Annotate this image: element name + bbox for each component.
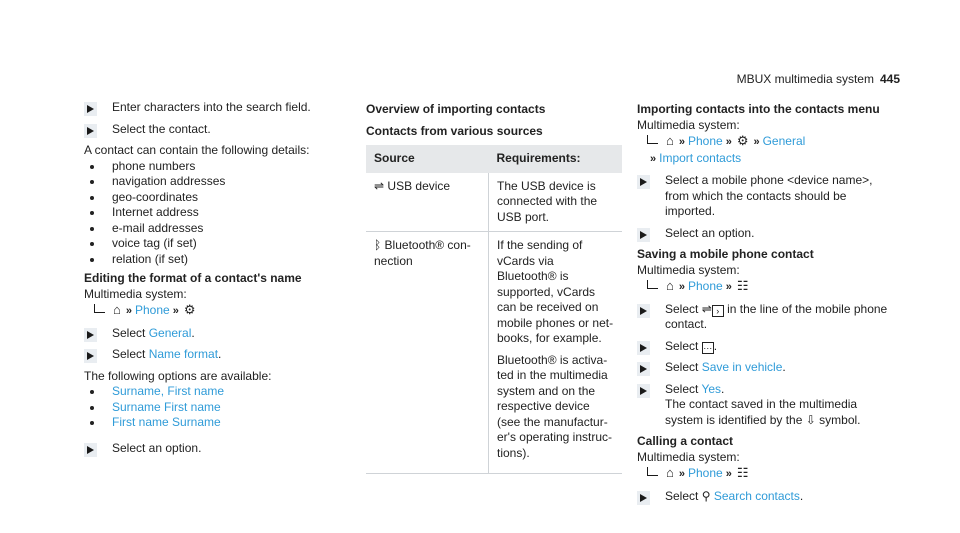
step-select-mobile-phone: Select a mobile phone <device name>, from which the contacts should be imported.: [637, 173, 897, 220]
path-phone-link[interactable]: Phone: [687, 134, 723, 148]
step-arrow-icon: [84, 443, 97, 457]
step-arrow-icon: [84, 328, 97, 342]
details-intro: A contact can contain the following details:: [84, 143, 310, 157]
chevron-double-icon: »: [172, 305, 179, 317]
step-save-in-vehicle: Select Save in vehicle.: [637, 360, 897, 376]
column-right: [637, 100, 897, 510]
step-select-option: Select an option.: [637, 226, 897, 242]
step-arrow-icon: [637, 491, 650, 505]
step-enter-characters: Enter characters into the search field.: [84, 100, 334, 116]
contacts-icon: ☷: [736, 278, 749, 293]
contacts-icon: ☷: [736, 465, 749, 480]
chevron-double-icon: »: [678, 281, 685, 293]
general-link[interactable]: General: [148, 325, 192, 340]
step-arrow-icon: [84, 102, 97, 116]
step-arrow-icon: [84, 349, 97, 363]
list-item: e-mail addresses: [84, 221, 334, 237]
bluetooth-icon: ᛒ: [374, 238, 382, 252]
home-icon: ⌂: [113, 302, 121, 317]
list-item: phone numbers: [84, 159, 334, 175]
step-arrow-icon: [637, 384, 650, 398]
vehicle-contact-icon: ⇩: [805, 412, 816, 427]
column-middle: [366, 100, 626, 474]
step-arrow-icon: [637, 362, 650, 376]
multimedia-label: Multimedia system:: [637, 262, 740, 277]
chevron-double-icon: »: [678, 136, 685, 148]
multimedia-label: Multimedia system:: [637, 449, 740, 464]
gear-icon: ⚙: [183, 302, 196, 317]
sources-table: [366, 145, 622, 474]
chevron-double-icon: »: [725, 468, 732, 480]
page-number: 445: [879, 72, 900, 86]
table-row: ᛒ Bluetooth® con-nection If the sending of vCards via Bluetooth® is supported, vCards can be received on mobile phones or net-books, for example. Bluetooth® is activa-ted in the multimedia system and on the respective device (see the manufactur-er's operating instruc-tions).: [366, 232, 622, 474]
chevron-double-icon: »: [650, 152, 657, 165]
step-arrow-icon: [84, 124, 97, 138]
home-icon: ⌂: [666, 465, 674, 480]
path-phone-link[interactable]: Phone: [134, 303, 170, 317]
chevron-double-icon: »: [725, 136, 732, 148]
step-select-yes: Select Yes. The contact saved in the multimedia system is identified by the ⇩ symbol.: [637, 382, 897, 429]
option-surname-comma-first[interactable]: Surname, First name: [84, 384, 334, 400]
chevron-double-icon: »: [125, 305, 132, 317]
step-select-contact: Select the contact.: [84, 122, 334, 138]
options-list: [84, 384, 334, 431]
multimedia-label: Multimedia system:: [637, 117, 740, 132]
option-surname-first[interactable]: Surname First name: [84, 400, 334, 416]
column-header-source: Source: [366, 145, 489, 173]
step-select-more: Select ⋯ .: [637, 339, 897, 355]
subheading-sources: Contacts from various sources: [366, 123, 543, 138]
table-header-row: [366, 145, 622, 173]
step-arrow-icon: [637, 304, 650, 318]
name-format-link[interactable]: Name format: [148, 347, 219, 361]
save-in-vehicle-link[interactable]: Save in vehicle: [701, 360, 783, 374]
step-arrow-icon: [637, 341, 650, 355]
usb-icon: ⇌: [374, 178, 385, 193]
menu-path: [637, 133, 897, 151]
usb-icon: ⇌: [701, 301, 712, 316]
menu-path-continued: [637, 151, 897, 168]
path-hook-icon: [647, 467, 658, 476]
path-hook-icon: [647, 135, 658, 144]
chevron-double-icon: »: [725, 281, 732, 293]
step-select-arrow: Select ⇌ › in the line of the mobile phone contact.: [637, 302, 897, 333]
home-icon: ⌂: [666, 278, 674, 293]
path-hook-icon: [94, 304, 105, 313]
chevron-double-icon: »: [753, 136, 760, 148]
column-header-requirements: Requirements:: [489, 145, 623, 173]
section-heading-saving: Saving a mobile phone contact: [637, 247, 814, 261]
menu-path: [637, 278, 897, 296]
import-contacts-link[interactable]: Import contacts: [659, 150, 742, 165]
list-item: voice tag (if set): [84, 236, 334, 252]
more-options-icon[interactable]: ⋯: [703, 342, 713, 353]
path-phone-link[interactable]: Phone: [687, 279, 723, 293]
search-icon: ⚲: [701, 488, 711, 503]
table-row: ⇌ USB device The USB device is connected with the USB port.: [366, 173, 622, 232]
yes-link[interactable]: Yes: [701, 381, 722, 396]
home-icon: ⌂: [666, 133, 674, 148]
header-title: MBUX multimedia system: [736, 72, 874, 86]
step-select-option: Select an option.: [84, 441, 334, 457]
search-contacts-link[interactable]: Search contacts: [713, 488, 800, 503]
list-item: relation (if set): [84, 252, 334, 268]
page-header: [737, 72, 900, 88]
multimedia-label: Multimedia system:: [84, 286, 187, 301]
list-item: navigation addresses: [84, 174, 334, 190]
chevron-double-icon: »: [678, 468, 685, 480]
section-heading-edit-format: Editing the format of a contact's name: [84, 271, 302, 285]
details-list: [84, 159, 334, 268]
step-select-general: Select General.: [84, 326, 334, 342]
path-hook-icon: [647, 280, 658, 289]
option-first-surname[interactable]: First name Surname: [84, 415, 334, 431]
list-item: geo-coordinates: [84, 190, 334, 206]
step-select-name-format: Select Name format.: [84, 347, 334, 363]
section-heading-calling: Calling a contact: [637, 434, 734, 448]
column-left: [84, 100, 334, 462]
step-arrow-icon: [637, 175, 650, 189]
gear-icon: ⚙: [736, 133, 749, 148]
menu-path: [637, 465, 897, 483]
menu-path: [84, 302, 334, 320]
step-arrow-icon: [637, 228, 650, 242]
section-heading-importing: Importing contacts into the contacts menu: [637, 102, 880, 116]
step-search-contacts: Select ⚲ Search contacts.: [637, 489, 897, 505]
path-phone-link[interactable]: Phone: [687, 466, 723, 480]
path-general-link[interactable]: General: [762, 134, 806, 148]
list-item: Internet address: [84, 205, 334, 221]
section-heading-overview: Overview of importing contacts: [366, 102, 546, 116]
options-intro: The following options are available:: [84, 368, 272, 383]
chevron-right-icon[interactable]: ›: [712, 305, 724, 317]
